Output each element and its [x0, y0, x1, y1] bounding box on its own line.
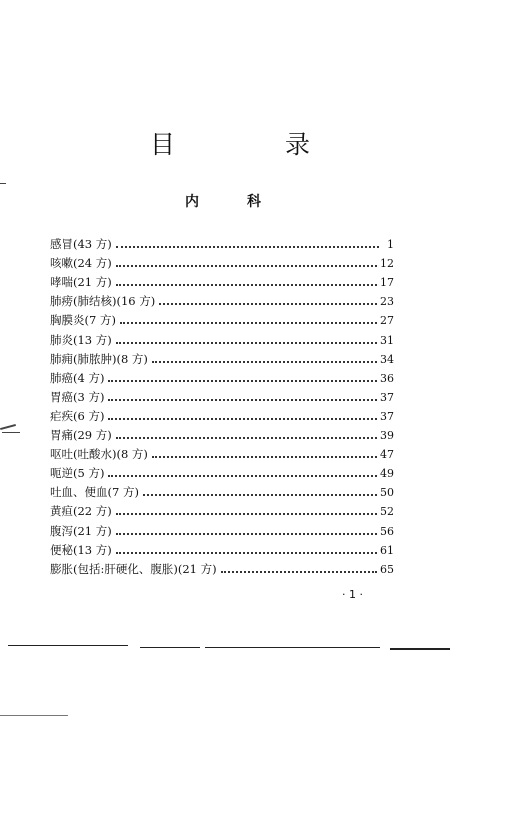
toc-entry	[50, 499, 394, 518]
toc-entry-page: 39	[380, 429, 394, 443]
toc-entry-page: 37	[380, 409, 394, 423]
scan-rule-2	[140, 647, 200, 648]
toc-entry-page: 36	[380, 371, 394, 385]
title-char-2: 录	[284, 130, 310, 159]
toc-entry	[50, 327, 394, 346]
toc-entry	[50, 385, 394, 404]
toc-entry	[50, 518, 394, 537]
toc-leader-dots	[116, 342, 377, 344]
toc-entry-page: 37	[380, 390, 394, 404]
toc-entry-page: 17	[380, 276, 394, 290]
title-char-1: 目	[150, 130, 176, 159]
scan-rule-1	[8, 645, 128, 646]
toc-leader-dots	[108, 380, 377, 382]
toc-entry-label: 便秘(13 方)	[50, 542, 112, 557]
scan-rule-4	[390, 648, 450, 650]
toc-entry	[50, 461, 394, 480]
scan-rule-5	[0, 715, 68, 716]
toc-leader-dots	[143, 494, 377, 496]
toc-entry-label: 肺痈(肺脓肿)(8 方)	[50, 351, 148, 366]
toc-entry	[50, 557, 394, 576]
toc-entry	[50, 270, 394, 289]
toc-entry	[50, 404, 394, 423]
toc-leader-dots	[221, 571, 377, 573]
page-number-footer	[0, 588, 505, 601]
toc-leader-dots	[116, 533, 377, 535]
toc-entry-page: 65	[380, 562, 394, 576]
toc-entry	[50, 251, 394, 270]
toc-entry-label: 黄疸(22 方)	[50, 504, 112, 519]
toc-entry-page: 12	[380, 257, 394, 271]
scan-mark-2	[0, 424, 16, 430]
toc-entry-label: 肺炎(13 方)	[50, 332, 112, 347]
toc-entry-label: 胃痛(29 方)	[50, 428, 112, 443]
toc-entry	[50, 289, 394, 308]
scan-mark-1	[0, 183, 6, 184]
toc-entry-page: 50	[380, 486, 394, 500]
toc-entry	[50, 423, 394, 442]
toc-entry-label: 腹泻(21 方)	[50, 523, 112, 538]
toc-entry-label: 呃逆(5 方)	[50, 466, 105, 481]
toc-leader-dots	[108, 418, 377, 420]
toc-leader-dots	[108, 475, 377, 477]
scan-mark-3	[2, 432, 20, 433]
toc-entry-page: 56	[380, 524, 394, 538]
section-char-1: 内	[185, 194, 199, 210]
toc-entry-page: 61	[380, 543, 394, 557]
toc-entry-label: 胸膜炎(7 方)	[50, 313, 116, 328]
toc-entry-label: 哮喘(21 方)	[50, 275, 112, 290]
toc-entry-label: 咳嗽(24 方)	[50, 256, 112, 271]
toc-entry-page: 1	[387, 238, 394, 252]
scan-rule-3	[205, 647, 380, 648]
page-title	[150, 128, 310, 158]
table-of-contents	[50, 232, 394, 576]
toc-entry-page: 52	[380, 505, 394, 519]
toc-entry-label: 肺癌(4 方)	[50, 370, 105, 385]
toc-entry-page: 49	[380, 467, 394, 481]
toc-leader-dots	[152, 456, 377, 458]
toc-entry-label: 吐血、便血(7 方)	[50, 485, 139, 500]
toc-entry	[50, 480, 394, 499]
page-number: · 1 ·	[342, 588, 363, 601]
toc-leader-dots	[116, 437, 377, 439]
section-char-2: 科	[247, 194, 261, 210]
toc-entry	[50, 366, 394, 385]
toc-entry	[50, 347, 394, 366]
toc-entry	[50, 538, 394, 557]
toc-entry-label: 膨胀(包括:肝硬化、腹胀)(21 方)	[50, 561, 217, 576]
toc-entry-page: 34	[380, 352, 394, 366]
toc-entry	[50, 232, 394, 251]
toc-leader-dots	[116, 265, 377, 267]
toc-entry-label: 胃癌(3 方)	[50, 389, 105, 404]
toc-leader-dots	[159, 303, 377, 305]
toc-leader-dots	[116, 552, 377, 554]
toc-leader-dots	[152, 361, 377, 363]
toc-entry	[50, 442, 394, 461]
toc-entry-label: 肺痨(肺结核)(16 方)	[50, 294, 156, 309]
section-heading	[185, 191, 261, 211]
toc-leader-dots	[108, 399, 377, 401]
toc-leader-dots	[116, 513, 377, 515]
toc-entry-page: 23	[380, 295, 394, 309]
toc-entry-page: 47	[380, 448, 394, 462]
toc-entry-label: 呕吐(吐酸水)(8 方)	[50, 447, 148, 462]
toc-entry-page: 27	[380, 314, 394, 328]
toc-entry-page: 31	[380, 333, 394, 347]
toc-leader-dots	[116, 284, 377, 286]
toc-entry-label: 疟疾(6 方)	[50, 408, 105, 423]
toc-leader-dots	[120, 322, 377, 324]
toc-leader-dots	[116, 246, 379, 248]
toc-entry	[50, 308, 394, 327]
toc-entry-label: 感冒(43 方)	[50, 237, 112, 252]
